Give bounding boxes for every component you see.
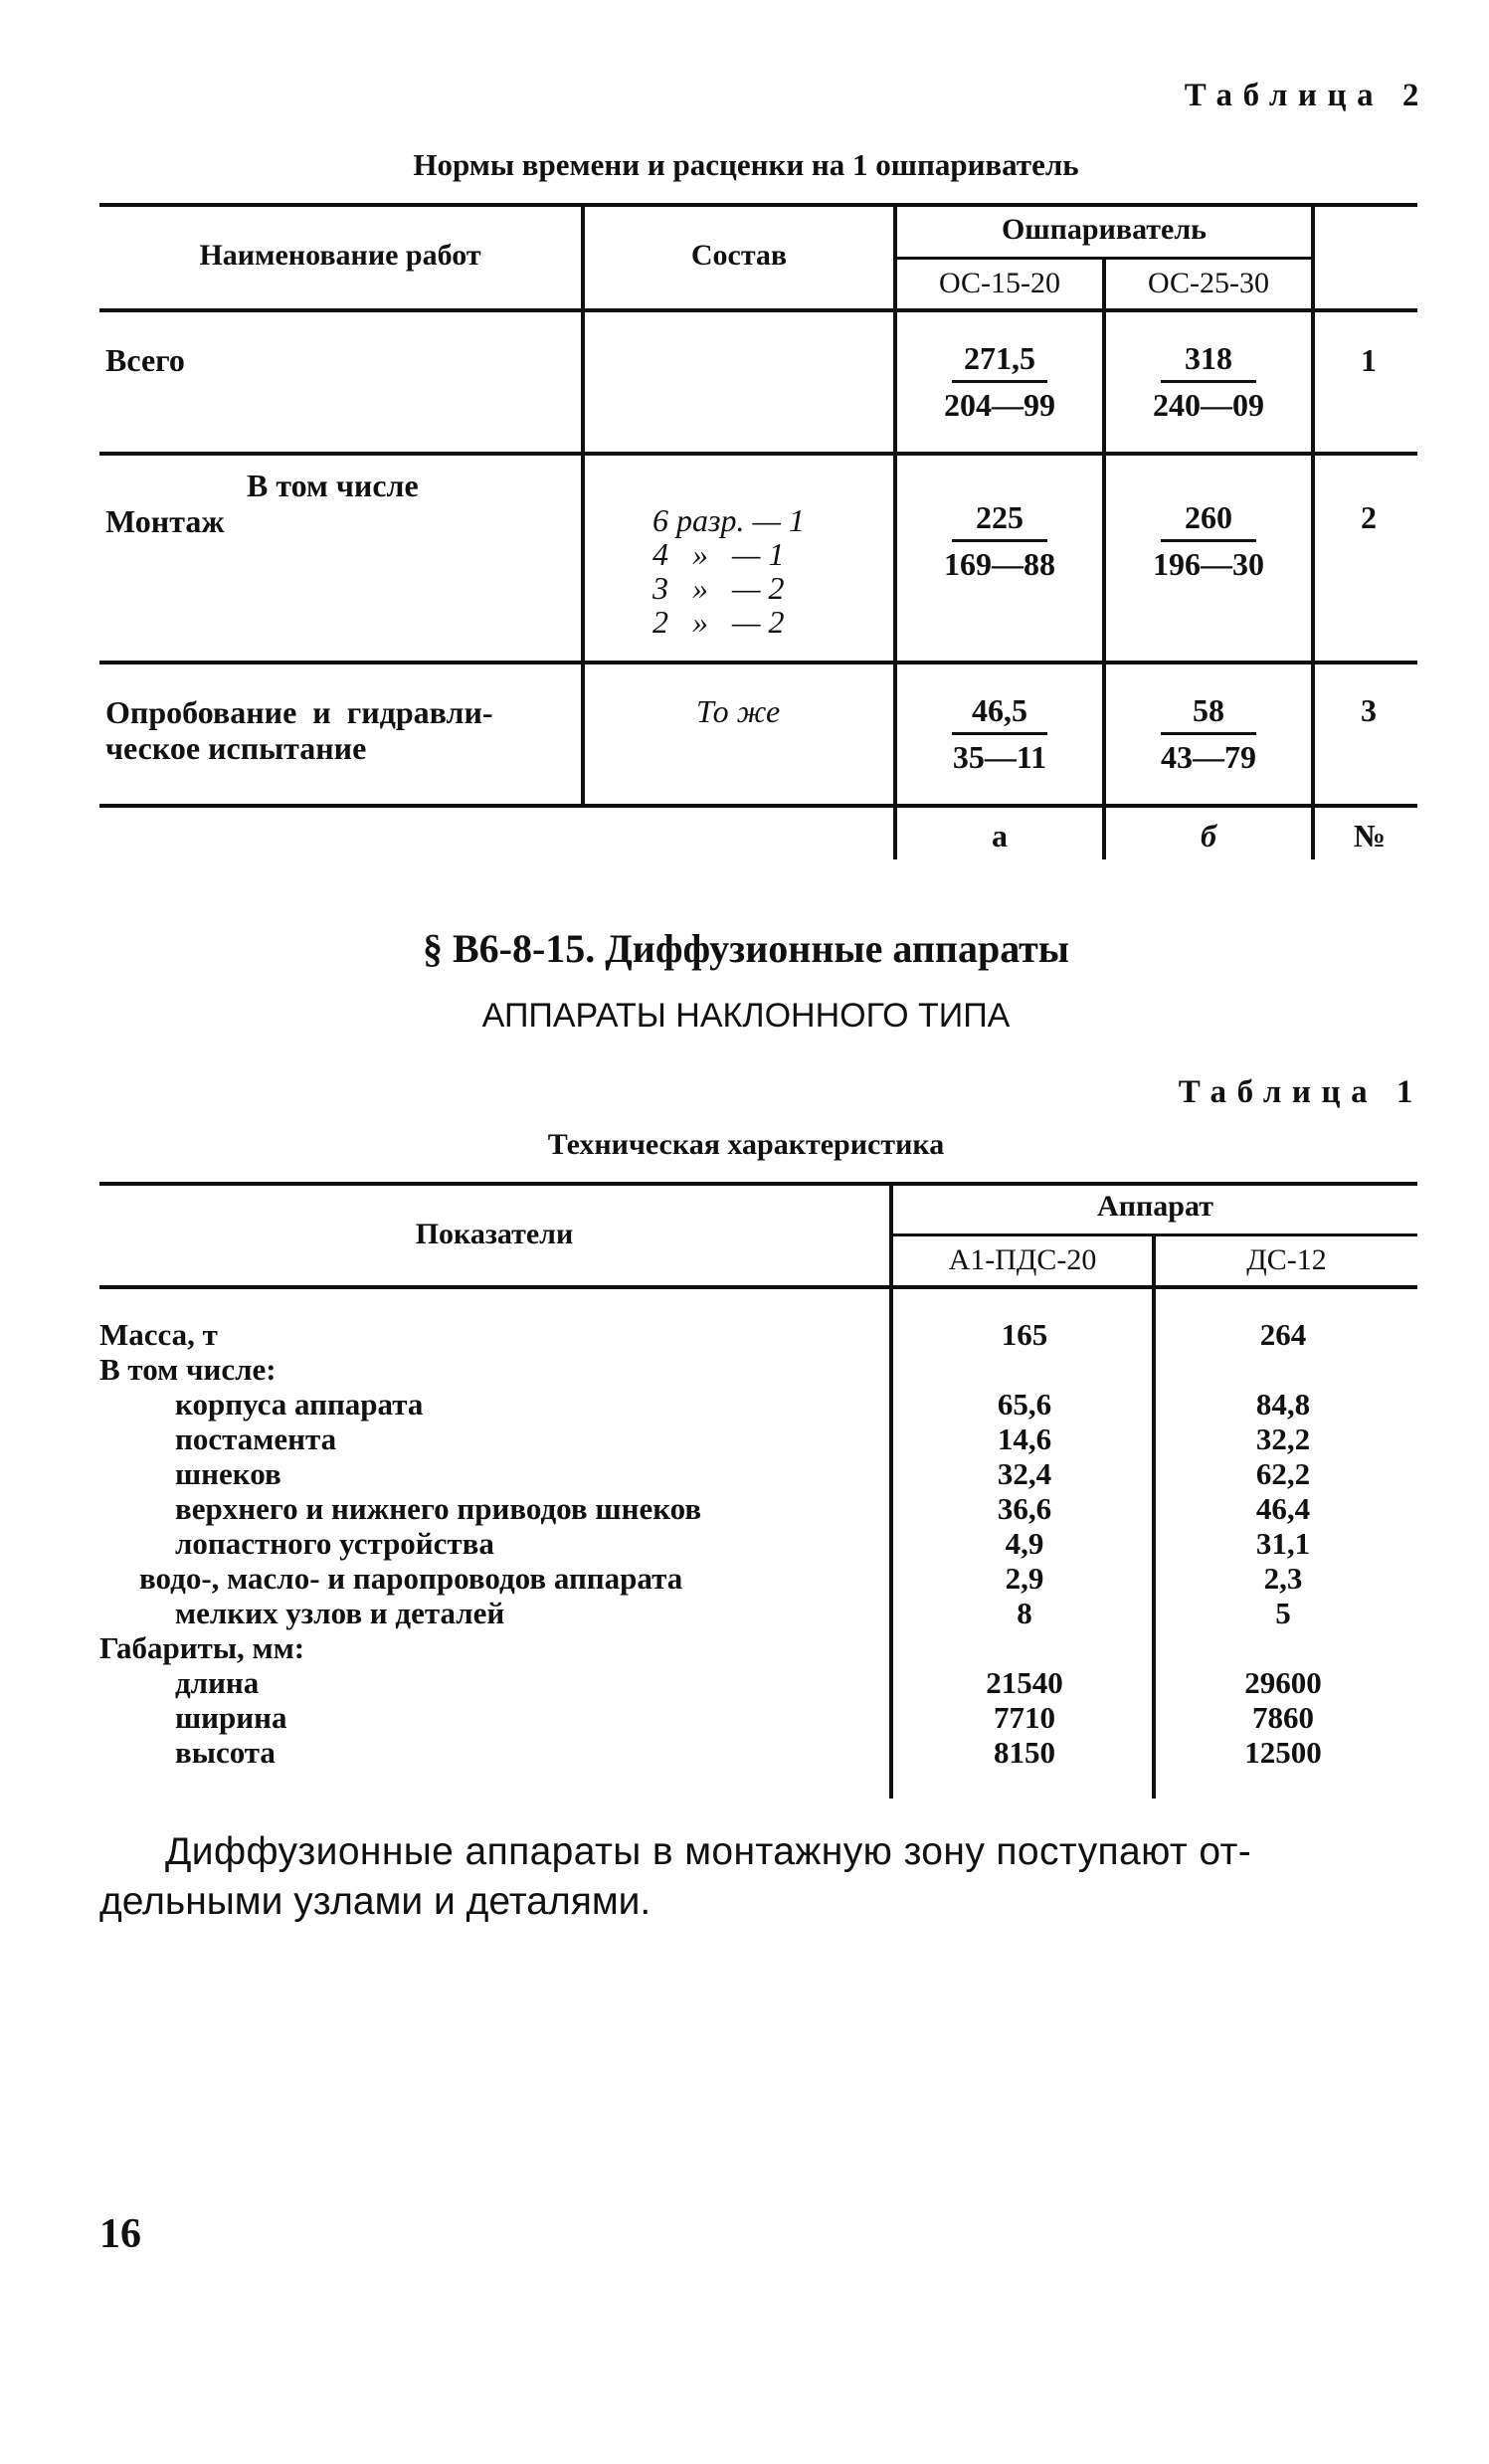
- table1-row-a: 2,9: [1005, 1561, 1044, 1596]
- page-number: 16: [99, 2211, 141, 2257]
- table1-row-label: мелких узлов и деталей: [175, 1596, 505, 1630]
- table2-row3-num: 3: [1361, 692, 1377, 728]
- table1-row-label: длина: [175, 1665, 260, 1700]
- table2-row2-sostav-2: 4 » — 1: [652, 536, 785, 572]
- table2-row1-b: [1139, 336, 1278, 427]
- table1-row-b: 12500: [1244, 1735, 1322, 1770]
- table1-row-a: 32,4: [997, 1456, 1052, 1491]
- table1-row-label: постамента: [175, 1422, 337, 1456]
- table2-header-group: Ошпариватель: [1001, 213, 1208, 246]
- table1-row-a: 65,6: [997, 1387, 1052, 1422]
- paragraph-line2: дельными узлами и деталями.: [99, 1880, 651, 1923]
- table2-row2-name: Монтаж: [105, 503, 225, 539]
- table1-row-a: 21540: [986, 1665, 1063, 1700]
- table1-row-a: 7710: [994, 1700, 1055, 1735]
- table2-footer-b: б: [1201, 818, 1216, 853]
- section-subtitle: АППАРАТЫ НАКЛОННОГО ТИПА: [481, 997, 1011, 1035]
- table2-row2-b-bot: 196—30: [1153, 546, 1264, 582]
- table2-header-sostav: Состав: [690, 239, 788, 272]
- table1-row-b: 7860: [1252, 1700, 1314, 1735]
- table2-row3-a-bot: 35—11: [952, 739, 1047, 775]
- table1-row-label: высота: [175, 1735, 276, 1770]
- table2-row3-name-line2: ческое испытание: [105, 730, 367, 766]
- table2-footer-num: №: [1353, 818, 1387, 853]
- table1-row-a: 165: [1001, 1317, 1048, 1352]
- table1-header-group: Аппарат: [1097, 1190, 1213, 1223]
- table2-row1-b-top: 318: [1161, 336, 1256, 383]
- table1-row-label: корпуса аппарата: [175, 1387, 424, 1422]
- table1-row-label: ширина: [175, 1700, 287, 1735]
- table1-row-b: 32,2: [1255, 1422, 1311, 1456]
- table2-row1-a-bot: 204—99: [944, 387, 1055, 423]
- table1-row-label: шнеков: [175, 1456, 281, 1491]
- table2-row2-sostav-4: 2 » — 2: [652, 604, 785, 640]
- table2-row2-subheading: В том числе: [247, 468, 419, 503]
- table1-title: Техническая характеристика: [547, 1128, 945, 1161]
- table1-row-label: водо-, масло- и паропроводов аппарата: [139, 1561, 683, 1596]
- table2-label: Таблица 2: [1184, 78, 1429, 113]
- table1-row-label: Масса, т: [99, 1317, 218, 1352]
- table1-header-col-b: ДС-12: [1246, 1243, 1327, 1276]
- table2-row1-a-top: 271,5: [952, 336, 1047, 383]
- table1-label: Таблица 1: [1178, 1074, 1423, 1110]
- table2-row3-a: [930, 688, 1069, 779]
- table2-row2-sostav-3: 3 » — 2: [652, 570, 785, 606]
- table1-row-b: 5: [1275, 1596, 1291, 1630]
- table2-row3-a-top: 46,5: [952, 688, 1047, 735]
- table2-row3-b-bot: 43—79: [1161, 739, 1256, 775]
- table2-row2-b-top: 260: [1161, 495, 1256, 542]
- table2-header-col-a: ОС-15-20: [938, 267, 1061, 299]
- table2-row1-num: 1: [1361, 342, 1377, 378]
- table1-row-a: 36,6: [997, 1491, 1052, 1526]
- table2-row2-num: 2: [1361, 499, 1377, 535]
- table1-row-b: 2,3: [1263, 1561, 1303, 1596]
- table1-row-b: 31,1: [1255, 1526, 1311, 1561]
- table2-footer-a: а: [992, 818, 1008, 853]
- paragraph-line1: Диффузионные аппараты в монтажную зону поступают от-: [165, 1830, 1252, 1873]
- table1-row-a: 8150: [994, 1735, 1055, 1770]
- table1-row-label: верхнего и нижнего приводов шнеков: [175, 1491, 702, 1526]
- table1-row-b: 46,4: [1255, 1491, 1311, 1526]
- table2-title: Нормы времени и расценки на 1 ошпариватель: [413, 147, 1079, 182]
- table2-row2-a-bot: 169—88: [944, 546, 1055, 582]
- table2-header-col-b: ОС-25-30: [1147, 267, 1270, 299]
- table2-row2-sostav-1: 6 разр. — 1: [652, 502, 805, 538]
- table1-row-b: 62,2: [1255, 1456, 1311, 1491]
- table1-header-name: Показатели: [415, 1218, 574, 1250]
- table1-header-col-a: А1-ПДС-20: [948, 1243, 1097, 1276]
- table2-row1-name: Всего: [105, 342, 185, 378]
- table2-row3-name-line1: Опробование и гидравли-: [105, 694, 493, 730]
- table2-row1-b-bot: 240—09: [1153, 387, 1264, 423]
- table2-row2-a-top: 225: [952, 495, 1047, 542]
- table1-row-a: 14,6: [997, 1422, 1052, 1456]
- table2-row3-b-top: 58: [1161, 688, 1256, 735]
- table1-row-b: 29600: [1244, 1665, 1322, 1700]
- table1-row-label: В том числе:: [99, 1352, 277, 1387]
- table1-row-a: 4,9: [1005, 1526, 1044, 1561]
- table1-row-b: 264: [1259, 1317, 1307, 1352]
- table2-row2-b: [1139, 495, 1278, 586]
- table2-row2-a: [930, 495, 1069, 586]
- table1-row-label: Габариты, мм:: [99, 1630, 305, 1665]
- table2-row1-a: [930, 336, 1069, 427]
- table2-header-name: Наименование работ: [199, 239, 481, 272]
- table2-row3-b: [1139, 688, 1278, 779]
- table1-row-b: 84,8: [1255, 1387, 1311, 1422]
- table2-row3-sostav: То же: [696, 693, 781, 729]
- table1-row-a: 8: [1017, 1596, 1032, 1630]
- section-title: § В6-8-15. Диффузионные аппараты: [422, 926, 1070, 971]
- table1-row-label: лопастного устройства: [175, 1526, 494, 1561]
